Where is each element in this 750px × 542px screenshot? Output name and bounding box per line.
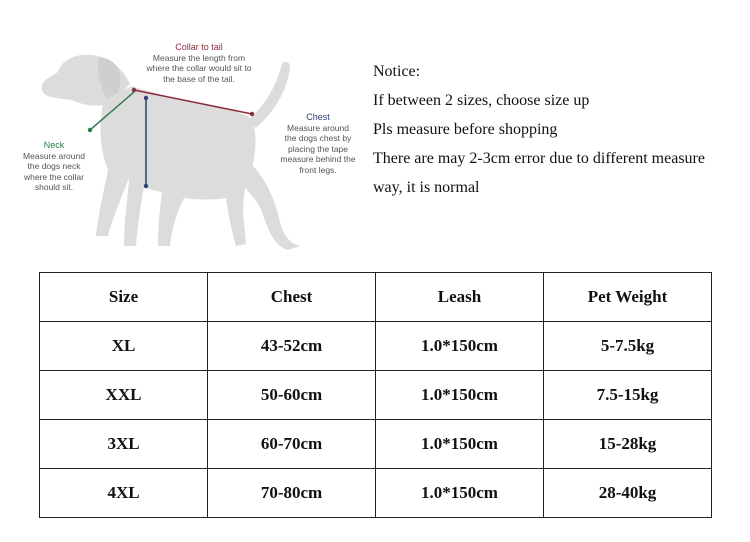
cell-size: 4XL xyxy=(40,469,208,518)
header-size: Size xyxy=(40,273,208,322)
cell-leash: 1.0*150cm xyxy=(376,371,544,420)
table-row xyxy=(40,371,712,420)
notice-line: If between 2 sizes, choose size up xyxy=(373,92,590,109)
cell-leash: 1.0*150cm xyxy=(376,322,544,371)
cell-size: 3XL xyxy=(40,420,208,469)
cell-pet-weight: 5-7.5kg xyxy=(544,322,712,371)
notice-line: Pls measure before shopping xyxy=(373,121,558,138)
cell-pet-weight: 7.5-15kg xyxy=(544,371,712,420)
cell-size: XL xyxy=(40,322,208,371)
cell-leash: 1.0*150cm xyxy=(376,469,544,518)
table-row xyxy=(40,322,712,371)
table-row xyxy=(40,420,712,469)
cell-leash: 1.0*150cm xyxy=(376,420,544,469)
cell-chest: 50-60cm xyxy=(208,371,376,420)
measurement-diagram xyxy=(0,0,370,262)
notice-heading: Notice: xyxy=(373,63,421,80)
chest-label: Chest Measure around the dogs chest by placing the tape measure behind the front legs. xyxy=(280,112,356,175)
notice-text xyxy=(373,57,750,202)
header-pet-weight: Pet Weight xyxy=(544,273,712,322)
header-chest: Chest xyxy=(208,273,376,322)
cell-size: XXL xyxy=(40,371,208,420)
cell-pet-weight: 28-40kg xyxy=(544,469,712,518)
cell-pet-weight: 15-28kg xyxy=(544,420,712,469)
cell-chest: 60-70cm xyxy=(208,420,376,469)
collar-label: Collar to tail Measure the length from where the collar would sit to the base of the tail. xyxy=(146,42,252,84)
notice-line: way, it is normal xyxy=(373,179,480,196)
size-table xyxy=(39,272,712,518)
table-header-row xyxy=(40,273,712,322)
cell-chest: 43-52cm xyxy=(208,322,376,371)
cell-chest: 70-80cm xyxy=(208,469,376,518)
neck-label: Neck Measure around the dogs neck where the collar should sit. xyxy=(23,140,85,192)
table-row xyxy=(40,469,712,518)
header-leash: Leash xyxy=(376,273,544,322)
notice-line: There are may 2-3cm error due to different measure xyxy=(373,150,705,167)
